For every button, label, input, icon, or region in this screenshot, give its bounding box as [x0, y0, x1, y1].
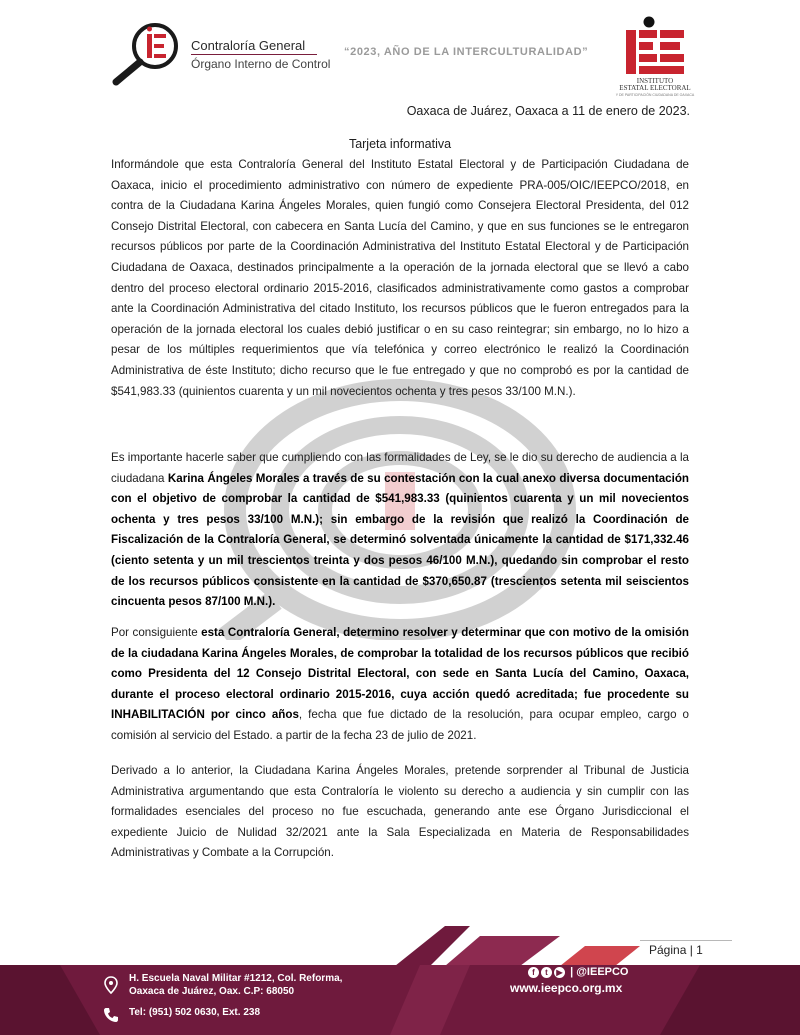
- paragraph-4: Derivado a lo anterior, la Ciudadana Karina Ángeles Morales, pretende sorprender al Tribunal de Justicia Administrativa argumentando que esta Contraloría le violento su derecho a audiencia y sin cumplir con las formalidades esenciales del proceso no fue escuchada, generando ante ese Órgano Jurisdiccional el expediente Juicio de Nulidad 32/2021 ante la Sala Especializada en Materia de Responsabilidades Administrativas y Combate a la Corrupción.: [111, 764, 689, 860]
- ieepco-name: INSTITUTO ESTATAL ELECTORAL: [619, 77, 691, 92]
- footer-decoration: [0, 922, 800, 966]
- paragraph-2-intro: Es importante hacerle saber que cumpliendo con las formalidades de Ley, se le dio su derecho de audiencia a la ciudadana: [111, 451, 689, 485]
- document-date: Oaxaca de Juárez, Oaxaca a 11 de enero de 2023.: [406, 104, 690, 118]
- location-pin-icon: [101, 975, 121, 995]
- website-link[interactable]: www.ieepco.org.mx: [510, 981, 623, 995]
- social-handle[interactable]: | @IEEPCO: [570, 966, 629, 978]
- oic-divider: [191, 54, 317, 55]
- footer-phone: Tel: (951) 502 0630, Ext. 238: [129, 1007, 261, 1018]
- paragraph-3-intro: Por consiguiente: [111, 626, 202, 639]
- footer-address-line-1: H. Escuela Naval Militar #1212, Col. Reforma,: [129, 973, 343, 984]
- paragraph-1: Informándole que esta Contraloría General del Instituto Estatal Electoral y de Participación Ciudadana de Oaxaca, inicio el procedimiento administrativo con número de expediente PRA-005/OIC/IEEPCO/2018, en contra de la Ciudadana Karina Ángeles Morales, quien fungió como Consejera Electoral Presidenta, del 012 Consejo Distrital Electoral, con cabecera en Santa Lucía del Camino, y que en sus funciones se le entregaron recursos públicos por parte de la Coordinación Administrativa del Instituto Estatal Electoral y de Participación Ciudadana de Oaxaca, destinados principalmente a la operación de la jornada electoral que se llevó a cabo dentro del proceso electoral ordinario 2015-2016, clasificados administrativamente como gastos a comprobar ante la Coordinación Administrativa del citado Instituto, los recursos públicos que le fueron entregados para la operación de la jornada electoral los cuales debió justificar o en su caso reintegrar; sin embargo, no lo hizo a pesar de los múltiples requerimientos que vía telefónica y correo electrónico le realizó la Coordinación Administrativa de éste Instituto; dicho recurso que le fue entregado y que no comprobó es por la cantidad de $541,983.33 (quinientos cuarenta y un mil novecientos ochenta y tres pesos 33/100 M.N.).: [111, 158, 689, 398]
- paragraph-3: [111, 623, 689, 747]
- twitter-icon[interactable]: t: [541, 967, 552, 978]
- paragraph-3-end: , fecha que fue dictado de la resolución, para ocupar empleo, cargo o comisión al servicio del Estado. a partir de la fecha 23 de julio de 2021.: [111, 708, 690, 742]
- facebook-icon[interactable]: f: [528, 967, 539, 978]
- paragraph-3-highlight: esta Contraloría General, determino resolver y determinar que con motivo de la omisión de la ciudadana Karina Ángeles Morales, de comprobar la totalidad de los recursos públicos que recibió como Presidenta del 12 Consejo Distrital Electoral, con sede en Santa Lucía del Camino, Oaxaca, durante el proceso electoral ordinario 2015-2016, cuya acción quedó acreditada; fue procedente su INHABILITACIÓN por cinco años: [111, 626, 690, 722]
- document-title: Tarjeta informativa: [348, 137, 452, 151]
- ieepco-tagline: Y DE PARTICIPACIÓN CIUDADANA DE OAXACA: [615, 93, 695, 97]
- paragraph-2-highlight: Karina Ángeles Morales a través de su contestación con la cual anexo diversa documentación con el objetivo de comprobar la cantidad de $541,983.33 (quinientos cuarenta y un mil novecientos ochenta y tres pesos 33/100 M.N.); sin embargo de la revisión que realizó la Coordinación de Fiscalización de la Contraloría General, se determinó solventada únicamente la cantidad de $171,332.46 (ciento setenta y un mil trescientos treinta y dos pesos 46/100 M.N.), quedando sin comprobar el resto de los recursos públicos consistente en la cantidad de $370,650.87 (trescientos setenta mil seiscientos cincuenta pesos 87/100 M.N.).: [111, 471, 689, 609]
- phone-icon: [101, 1005, 121, 1025]
- footer-address-line-2: Oaxaca de Juárez, Oax. C.P: 68050: [129, 986, 295, 997]
- oic-name: Contraloría General: [191, 38, 306, 53]
- page-number: Página | 1: [649, 943, 703, 957]
- footer-social: [528, 966, 629, 978]
- footer-band: [0, 965, 800, 1035]
- youtube-icon[interactable]: ▶: [554, 967, 565, 978]
- contraloria-logo-icon: [110, 18, 190, 88]
- slogan: “2023, AÑO DE LA INTERCULTURALIDAD”: [344, 46, 589, 58]
- oic-subtitle: Órgano Interno de Control: [191, 57, 331, 71]
- paragraph-2: [111, 448, 689, 613]
